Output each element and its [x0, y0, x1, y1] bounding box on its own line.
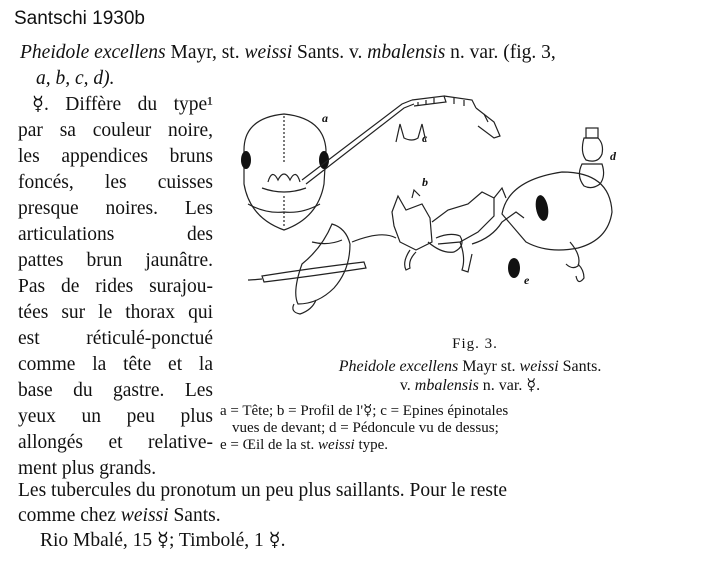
- text-fragment: comme chez: [18, 505, 121, 526]
- pedicel-drawing: [579, 128, 603, 188]
- head-drawing: [244, 114, 326, 230]
- label-a: a: [322, 111, 328, 125]
- antenna-drawing: [302, 96, 500, 184]
- description-column: [18, 92, 213, 482]
- locality-line: Rio Mbalé, 15 ☿; Timbolé, 1 ☿.: [40, 530, 286, 551]
- text-line: tées sur le thorax qui: [18, 302, 213, 323]
- text-line: foncés, les cuisses: [18, 172, 213, 193]
- text-line: Les tubercules du pronotum un peu plus saillants. Pour le reste: [18, 480, 508, 501]
- text-line: yeux un peu plus: [18, 406, 213, 427]
- title-text: n. var. (fig. 3,: [445, 42, 556, 63]
- legend-line: type.: [354, 437, 389, 453]
- text-fragment: Sants.: [168, 505, 221, 526]
- eye-profile: [534, 194, 550, 222]
- species-title: [20, 40, 690, 92]
- caption-text: Mayr st.: [458, 358, 520, 375]
- text-line: base du gastre. Les: [18, 380, 213, 401]
- ant-figure: [232, 92, 642, 342]
- caption-text: v.: [399, 377, 415, 394]
- caption-text: mbalensis: [414, 377, 479, 394]
- legend-line: e = Œil de la st.: [220, 437, 319, 453]
- caption-text: n. var. ☿.: [478, 377, 541, 394]
- label-e: e: [524, 273, 530, 287]
- caption-legend: [220, 403, 690, 454]
- text-line: par sa couleur noire,: [18, 120, 213, 141]
- title-text: Mayr, st.: [165, 42, 245, 63]
- caption-species: [250, 357, 690, 395]
- text-line: presque noires. Les: [18, 198, 213, 219]
- legend-line: vues de devant; d = Pédoncule vu de dessus;: [232, 420, 499, 436]
- text-line: ment plus grands.: [18, 458, 157, 479]
- text-line: est réticulé-ponctué: [18, 328, 213, 349]
- text-line: allongés et relative-: [18, 432, 213, 453]
- text-line: Pas de rides surajou-: [18, 276, 213, 297]
- page-header: Santschi 1930b: [14, 8, 145, 29]
- eye-e: [508, 258, 520, 278]
- figure-number: Fig. 3.: [452, 336, 498, 352]
- title-genus-species: Pheidole excellens: [20, 42, 166, 63]
- text-line: les appendices bruns: [18, 146, 213, 167]
- label-d: d: [610, 149, 616, 163]
- figure-caption: [220, 336, 690, 454]
- text-fragment: weissi: [120, 505, 169, 526]
- text-line: [18, 503, 688, 528]
- label-c: c: [422, 131, 428, 145]
- title-text: Sants. v.: [292, 42, 368, 63]
- continuation-text: [18, 478, 688, 553]
- ant-profile-drawing: [248, 172, 612, 314]
- legend-line: weissi: [318, 437, 355, 453]
- title-variety: mbalensis: [367, 42, 446, 63]
- legend-line: a = Tête; b = Profil de l'☿; c = Epines épinotales: [220, 403, 509, 419]
- caption-text: Sants.: [558, 358, 602, 375]
- text-line: articulations des: [18, 224, 213, 245]
- text-line: ☿. Diffère du type¹: [32, 94, 213, 115]
- title-figure-refs: a, b, c, d).: [36, 68, 115, 89]
- label-b: b: [422, 175, 428, 189]
- caption-text: Pheidole excellens: [338, 358, 459, 375]
- title-subspecies: weissi: [244, 42, 293, 63]
- caption-text: weissi: [519, 358, 559, 375]
- eye-left: [241, 151, 251, 169]
- text-line: comme la tête et la: [18, 354, 213, 375]
- text-line: pattes brun jaunâtre.: [18, 250, 213, 271]
